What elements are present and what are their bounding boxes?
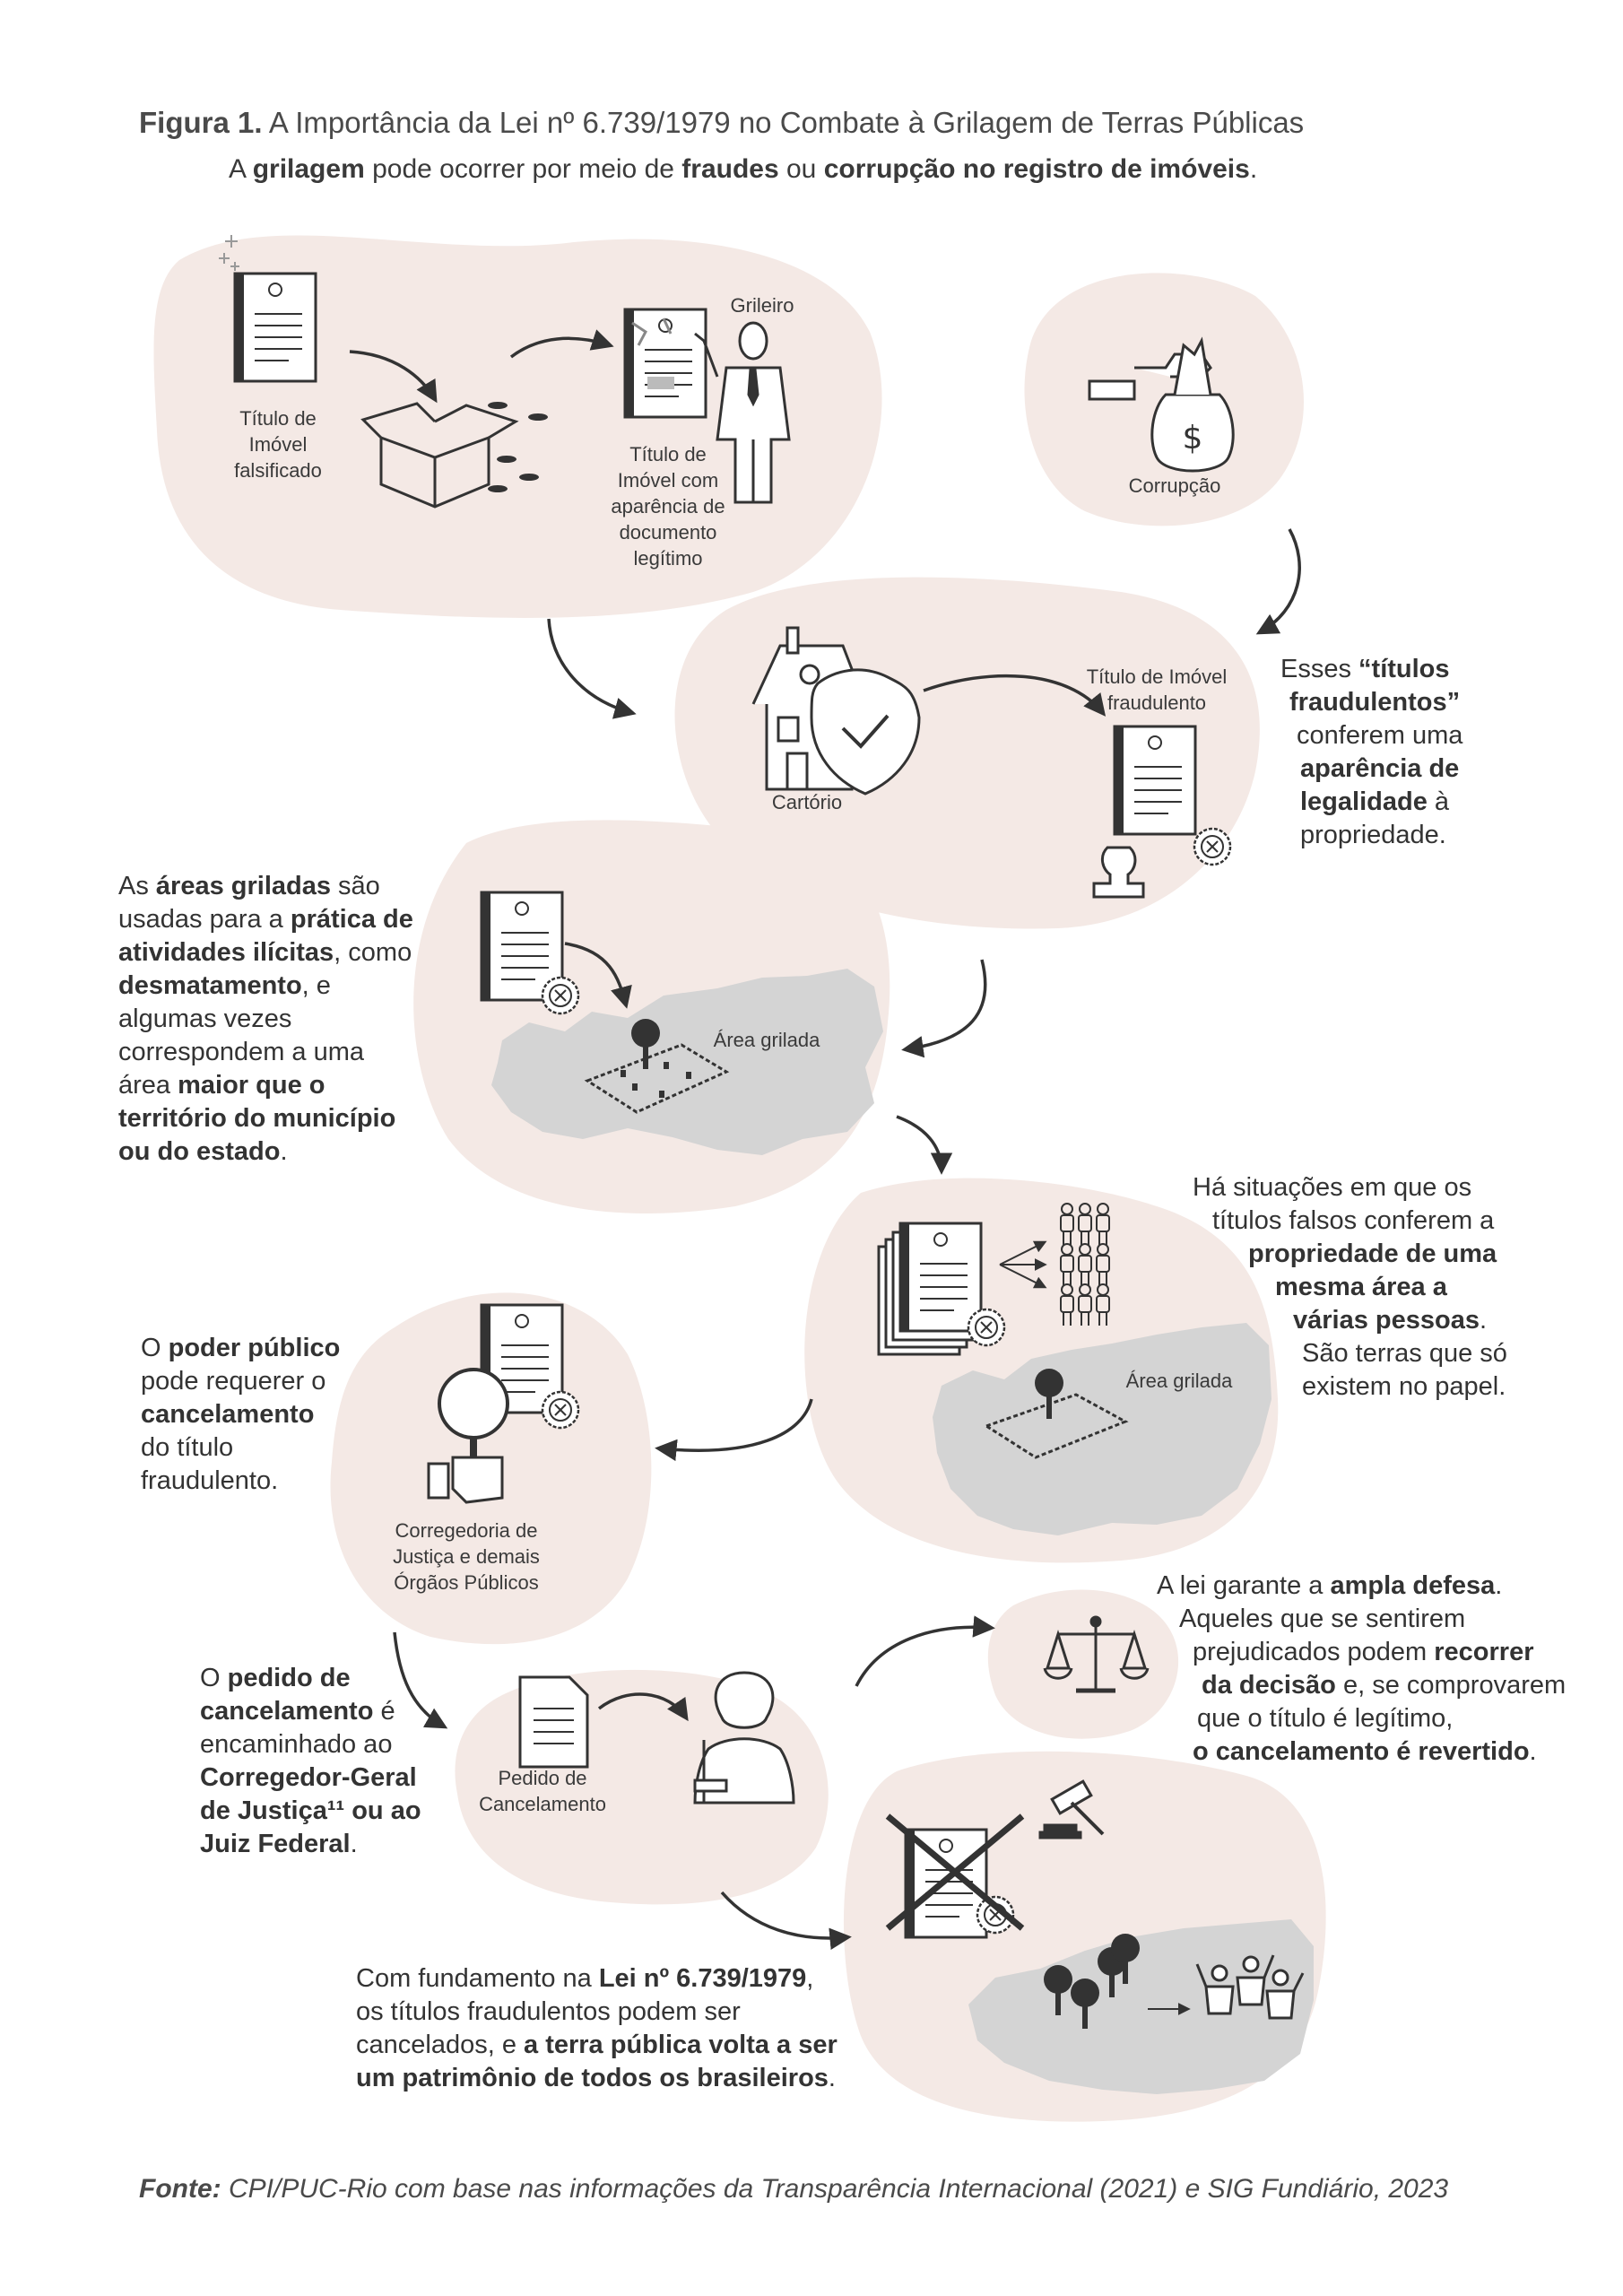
text-line: [200, 1695, 424, 1728]
selo-area-icon: [542, 978, 578, 1013]
text-line: [1157, 1570, 1605, 1603]
text-run: .: [280, 1137, 288, 1166]
text-run: Juiz Federal: [200, 1830, 351, 1858]
text-run: a terra pública volta a ser: [524, 2031, 838, 2059]
text-line: [141, 1332, 365, 1365]
text-run: e, se comprovarem: [1335, 1671, 1567, 1700]
arrow-pedido-cancelamento: [722, 1892, 847, 1938]
text-line: [1193, 1337, 1551, 1370]
text-line: [200, 1761, 424, 1795]
text-run: os títulos fraudulentos podem ser: [356, 1997, 741, 2026]
text-run: áreas griladas: [155, 872, 331, 900]
text-run: é: [373, 1697, 395, 1726]
text-run: fraudulentos”: [1289, 688, 1461, 717]
text-line: [118, 1102, 414, 1135]
text-run: mesma área a: [1275, 1273, 1447, 1301]
text-run: Lei nº 6.739/1979: [598, 1964, 807, 1993]
text-line: [1193, 1171, 1551, 1205]
text-run: “títulos: [1358, 655, 1450, 683]
text-line: [118, 1036, 414, 1069]
text-line: [1193, 1238, 1551, 1271]
text-line: [1157, 1669, 1605, 1702]
text-run: à: [1427, 787, 1450, 816]
selo-icon: [1194, 829, 1230, 865]
note-areas-griladas: [118, 870, 414, 1169]
caption-corregedoria: Corregedoria de Justiça e demais Órgãos Públicos: [393, 1519, 540, 1594]
titulo-falsificado-icon: [235, 274, 316, 381]
text-run: algumas vezes: [118, 1004, 292, 1033]
arrow-blob-cartorio: [549, 619, 632, 713]
note-fundamento: [356, 1962, 840, 2095]
titulo-aparencia-icon: [625, 309, 706, 417]
text-run: , como: [334, 938, 412, 967]
note-varias-pessoas: [1193, 1171, 1551, 1404]
caption-area-grilada-1: Área grilada: [713, 1029, 820, 1051]
subtitle: [229, 154, 1257, 185]
text-run: legalidade: [1300, 787, 1428, 816]
text-line: [141, 1465, 365, 1498]
text-line: [1280, 752, 1549, 786]
text-run: recorrer: [1434, 1638, 1534, 1666]
text-line: [141, 1365, 365, 1398]
text-run: do título: [141, 1433, 234, 1462]
text-run: A: [229, 154, 253, 184]
text-line: [200, 1662, 424, 1695]
text-line: [1280, 653, 1549, 686]
text-run: Aqueles que se sentirem: [1179, 1605, 1466, 1633]
text-run: fraudulento.: [141, 1466, 279, 1495]
text-line: [1280, 719, 1549, 752]
text-run: desmatamento: [118, 971, 302, 1000]
figure-label: Figura 1.: [139, 106, 263, 139]
text-run: São terras que só: [1302, 1339, 1507, 1368]
text-run: .: [828, 2064, 836, 2092]
arrow-varias-corregedoria: [659, 1399, 812, 1450]
text-line: [141, 1398, 365, 1431]
text-line: [200, 1795, 424, 1828]
text-run: O: [141, 1334, 169, 1362]
text-line: [118, 1003, 414, 1036]
arrow-pedido-defesa: [856, 1627, 991, 1686]
text-line: [118, 870, 414, 903]
text-run: pode ocorrer por meio de: [364, 154, 682, 184]
text-run: .: [350, 1830, 358, 1858]
text-run: .: [1495, 1571, 1503, 1600]
caption-titulo-fraudulento: Título de Imóvel fraudulento: [1086, 665, 1228, 714]
text-run: conferem uma: [1297, 721, 1463, 750]
arrow-area-varias: [897, 1117, 942, 1170]
caption-titulo-falsificado: Título de Imóvel falsificado: [234, 407, 322, 482]
text-line: [118, 970, 414, 1003]
text-run: poder público: [168, 1334, 341, 1362]
text-run: cancelamento: [141, 1400, 315, 1429]
text-run: A lei garante a: [1157, 1571, 1331, 1600]
text-line: [1280, 786, 1549, 819]
text-run: existem no papel.: [1302, 1372, 1506, 1401]
text-line: [1193, 1370, 1551, 1404]
note-pedido: [200, 1662, 424, 1861]
caption-titulo-aparencia: Título de Imóvel com aparência de documento legítimo: [611, 443, 725, 570]
pedido-documento-icon: [520, 1677, 587, 1767]
figure-title-text: A Importância da Lei nº 6.739/1979 no Combate à Grilagem de Terras Públicas: [268, 106, 1305, 139]
text-run: Há situações em que os: [1193, 1173, 1472, 1202]
text-run: território do município: [118, 1104, 396, 1133]
text-line: [1157, 1702, 1605, 1735]
caption-cartorio: Cartório: [771, 791, 843, 813]
text-line: [118, 936, 414, 970]
text-run: Com fundamento na: [356, 1964, 599, 1993]
text-run: pode requerer o: [141, 1367, 326, 1396]
caption-pedido-cancelamento: Pedido de Cancelamento: [479, 1767, 606, 1815]
text-run: cancelados, e: [356, 2031, 525, 2059]
text-run: ,: [806, 1964, 814, 1993]
text-line: [118, 1135, 414, 1169]
text-run: de Justiça¹¹ ou ao: [200, 1796, 421, 1825]
pilha-titulos-icon: [879, 1223, 981, 1354]
figure-title: [139, 106, 1304, 140]
text-run: pedido de: [227, 1664, 351, 1692]
text-run: área: [118, 1071, 178, 1100]
text-line: [1157, 1636, 1605, 1669]
caption-corrupcao: Corrupção: [1128, 474, 1221, 497]
text-run: usadas para a: [118, 905, 291, 934]
text-line: [200, 1828, 424, 1861]
footer-label: Fonte:: [139, 2174, 221, 2204]
text-run: atividades ilícitas: [118, 938, 334, 967]
text-run: da decisão: [1202, 1671, 1336, 1700]
text-line: [1157, 1735, 1605, 1769]
note-ampla-defesa: [1157, 1570, 1605, 1769]
text-run: várias pessoas: [1293, 1306, 1480, 1335]
text-run: ampla defesa: [1330, 1571, 1496, 1600]
text-run: prejudicados podem: [1193, 1638, 1435, 1666]
text-run: maior que o: [178, 1071, 325, 1100]
text-run: Esses: [1280, 655, 1359, 683]
text-run: títulos falsos conferem a: [1212, 1206, 1495, 1235]
text-run: encaminhado ao: [200, 1730, 393, 1759]
caption-area-grilada-2: Área grilada: [1125, 1370, 1233, 1392]
text-line: [356, 2062, 840, 2095]
text-run: prática de: [290, 905, 413, 934]
text-run: As: [118, 872, 156, 900]
arrow-corrupcao-cartorio: [1260, 529, 1299, 632]
text-run: grilagem: [252, 154, 365, 184]
text-run: que o título é legítimo,: [1197, 1704, 1454, 1733]
text-run: o cancelamento é revertido: [1193, 1737, 1530, 1766]
selo-pilha-icon: [968, 1309, 1004, 1345]
text-run: fraudes: [681, 154, 779, 184]
text-run: O: [200, 1664, 228, 1692]
text-run: Corregedor-Geral: [200, 1763, 417, 1792]
selo-corregedoria-icon: [542, 1392, 578, 1428]
footer-source: [139, 2174, 1448, 2205]
text-line: [1280, 686, 1549, 719]
text-line: [356, 1996, 840, 2029]
note-titulos-fraudulentos: [1280, 653, 1549, 852]
titulo-fraudulento-icon: [1115, 726, 1195, 834]
text-line: [1193, 1205, 1551, 1238]
caption-grileiro: Grileiro: [730, 294, 794, 317]
text-run: .: [1479, 1306, 1488, 1335]
text-run: aparência de: [1300, 754, 1460, 783]
text-line: [356, 1962, 840, 1996]
text-run: corrupção no registro de imóveis: [823, 154, 1250, 184]
text-line: [200, 1728, 424, 1761]
text-line: [1193, 1304, 1551, 1337]
text-run: propriedade de uma: [1248, 1239, 1497, 1268]
text-run: correspondem a uma: [118, 1038, 365, 1066]
text-run: ou do estado: [118, 1137, 281, 1166]
text-line: [141, 1431, 365, 1465]
text-run: , e: [301, 971, 331, 1000]
text-line: [118, 1069, 414, 1102]
text-line: [118, 903, 414, 936]
svg-text:$: $: [1182, 420, 1203, 457]
text-line: [1157, 1603, 1605, 1636]
text-line: [1280, 819, 1549, 852]
blob-ampla-defesa: [988, 1590, 1178, 1739]
note-poder-publico: [141, 1332, 365, 1498]
text-line: [356, 2029, 840, 2062]
text-run: são: [330, 872, 380, 900]
text-run: um patrimônio de todos os brasileiros: [356, 2064, 829, 2092]
text-line: [1193, 1271, 1551, 1304]
text-run: ou: [778, 154, 824, 184]
text-run: cancelamento: [200, 1697, 374, 1726]
footer-text: CPI/PUC-Rio com base nas informações da Transparência Internacional (2021) e SIG Fundiário, 2023: [228, 2174, 1449, 2204]
text-run: .: [1249, 154, 1258, 184]
arrow-titulo-area: [906, 960, 985, 1049]
text-run: propriedade.: [1300, 821, 1446, 849]
text-run: .: [1529, 1737, 1537, 1766]
